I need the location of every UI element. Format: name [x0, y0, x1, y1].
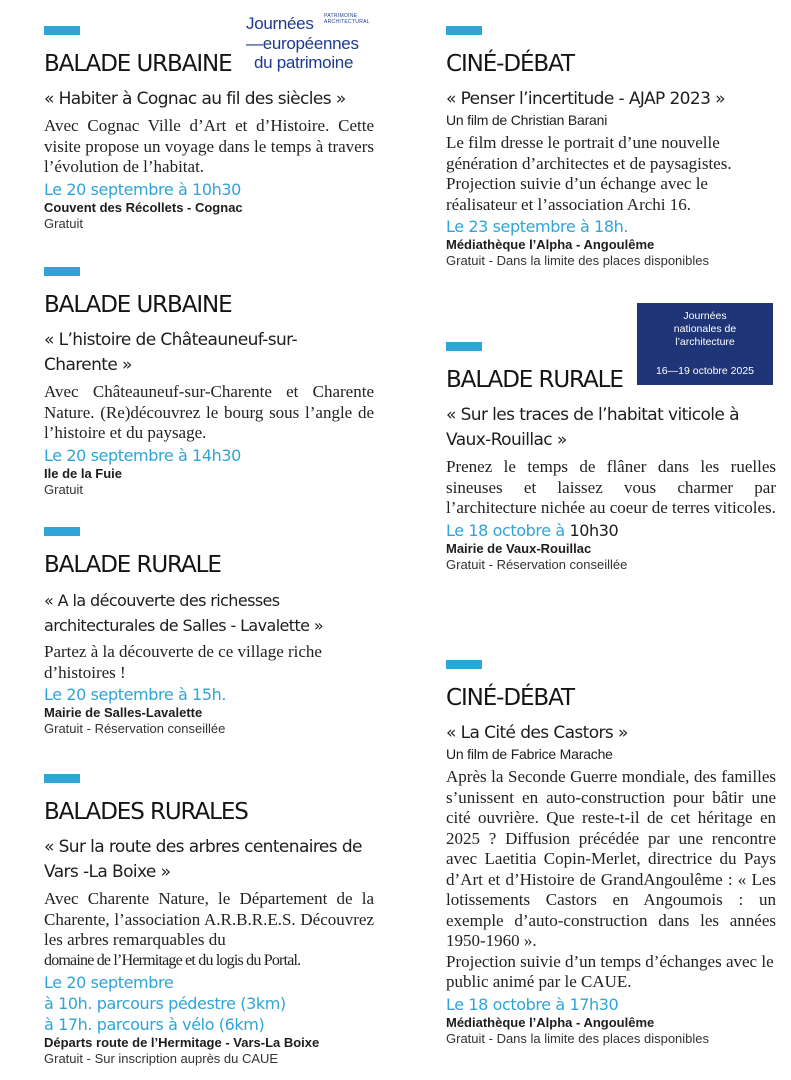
accent-bar [44, 26, 80, 35]
accent-bar [44, 267, 80, 276]
event-card [44, 527, 374, 737]
event-date-prefix: Le 18 octobre à [446, 520, 565, 540]
logo-tag-line: PATRIMOINE [324, 13, 358, 19]
event-place: Médiathèque l’Alpha - Angoulême [446, 237, 655, 252]
event-date: Le 20 septembre [44, 973, 174, 992]
event-date: Le 23 septembre à 18h. [446, 217, 629, 236]
event-description: Prenez le temps de flâner dans les ruelles sineuses et laissez vous charmer par l’architecture nichée au coeur de terres viticoles. [446, 457, 776, 517]
event-description: Après la Seconde Guerre mondiale, des familles s’unissent en auto-construction pour bâtir une cité ouvrière. Que reste-t-il de cet héritage en 2025 ? Diffusion précédée par une rencontre avec Laetitia Copin-Merlet, directrice du Pays d’Art et d’Histoire de GrandAngoulême : « Les lotissements Castors en Angoumois : un exemple d’auto-construction dans les années 1950-1960 ». [446, 767, 776, 950]
event-subtitle: Un film de Fabrice Marache [446, 746, 613, 762]
event-note: Gratuit - Réservation conseillée [44, 721, 226, 736]
event-date: Le 20 septembre à 15h. [44, 685, 227, 704]
event-place: Couvent des Récollets - Cognac [44, 199, 243, 215]
accent-bar [446, 342, 482, 351]
event-date [446, 520, 776, 541]
event-title: « L’histoire de Châteauneuf-sur-Charente » [44, 330, 297, 375]
event-description: Projection suivie d’un temps d’échanges avec le public animé par le CAUE. [446, 951, 774, 991]
event-title: « Sur la route des arbres centenaires de Vars -La Boixe » [44, 837, 362, 882]
event-category: CINÉ-DÉBAT [446, 685, 574, 711]
event-note: Gratuit [44, 481, 84, 497]
logo-line: Journées [246, 14, 314, 33]
logo-line: —européennes [246, 34, 359, 53]
event-note: Gratuit - Dans la limite des places disponibles [446, 1030, 710, 1046]
event-description: Avec Charente Nature, le Département de la Charente, l’association A.R.B.R.E.S. Découvrez les arbres remarquables du [44, 889, 374, 949]
event-description: Partez à la découverte de ce village riche d’histoires ! [44, 642, 322, 682]
event-card [446, 660, 776, 1047]
accent-bar [446, 26, 482, 35]
event-title-line: « A la découverte des richesses [44, 591, 280, 610]
event-subtitle: Un film de Christian Barani [446, 112, 608, 128]
event-date: Le 20 septembre à 14h30 [44, 445, 241, 465]
event-category: BALADE URBAINE [44, 51, 232, 77]
logo-line: du patrimoine [254, 53, 354, 72]
event-place: Ile de la Fuie [44, 465, 123, 481]
event-category: CINÉ-DÉBAT [446, 51, 574, 77]
logo-tag [324, 13, 370, 25]
accent-bar [446, 660, 482, 669]
event-note: Gratuit - Réservation conseillée [446, 556, 628, 572]
event-title-line: architecturales de Salles - Lavalette » [44, 616, 324, 635]
event-time: 10h30 [569, 520, 619, 540]
logo-line: Journées [683, 310, 727, 322]
event-description: Avec Châteauneuf-sur-Charente et Charente Nature. (Re)découvrez le bourg sous l’angle de l’histoire et du paysage. [44, 382, 374, 442]
event-title: « Sur les traces de l’habitat viticole à Vaux-Rouillac » [446, 405, 739, 450]
event-card [44, 774, 374, 1067]
event-category: BALADE URBAINE [44, 292, 232, 318]
logo-dates: 16—19 octobre 2025 [655, 365, 755, 377]
logo-line: nationales de [673, 323, 737, 335]
event-note: Gratuit - Sur inscription auprès du CAUE [44, 1051, 279, 1066]
event-description: Avec Cognac Ville d’Art et d’Histoire. Cette visite propose un voyage dans le temps à travers l’évolution de l’habitat. [44, 116, 374, 176]
event-title: « La Cité des Castors » [446, 723, 628, 743]
event-category: BALADE RURALE [446, 367, 623, 393]
event-card [44, 267, 374, 498]
event-card [446, 342, 776, 573]
event-date: à 10h. parcours pédestre (3km) [44, 994, 286, 1013]
event-place: Départs route de l’Hermitage - Vars-La Boixe [44, 1035, 320, 1050]
event-title: « Habiter à Cognac au fil des siècles » [44, 89, 346, 109]
accent-bar [44, 527, 80, 536]
event-place: Médiathèque l’Alpha - Angoulême [446, 1014, 655, 1030]
event-title: « Penser l’incertitude - AJAP 2023 » [446, 89, 725, 109]
event-place: Mairie de Salles-Lavalette [44, 705, 203, 720]
accent-bar [44, 774, 80, 783]
event-date: Le 18 octobre à 17h30 [446, 994, 619, 1014]
event-card [44, 26, 374, 232]
event-date: à 17h. parcours à vélo (6km) [44, 1015, 265, 1034]
event-category: BALADES RURALES [44, 799, 248, 825]
event-note: Gratuit - Dans la limite des places disponibles [446, 253, 710, 268]
event-date: Le 20 septembre à 10h30 [44, 179, 241, 199]
event-description: domaine de l’Hermitage et du logis du Portal. [44, 951, 301, 969]
event-card [446, 26, 776, 269]
event-category: BALADE RURALE [44, 552, 221, 578]
event-note: Gratuit [44, 215, 84, 231]
event-place: Mairie de Vaux-Rouillac [446, 540, 592, 556]
logo-tag-line: ARCHITECTURAL [324, 19, 370, 25]
event-description: Le film dresse le portrait d’une nouvelle génération d’architectes et de paysagistes. Projection suivie d’un échange avec le réalisateur et l’association Archi 16. [446, 133, 732, 214]
logo-line: l’architecture [675, 336, 735, 348]
